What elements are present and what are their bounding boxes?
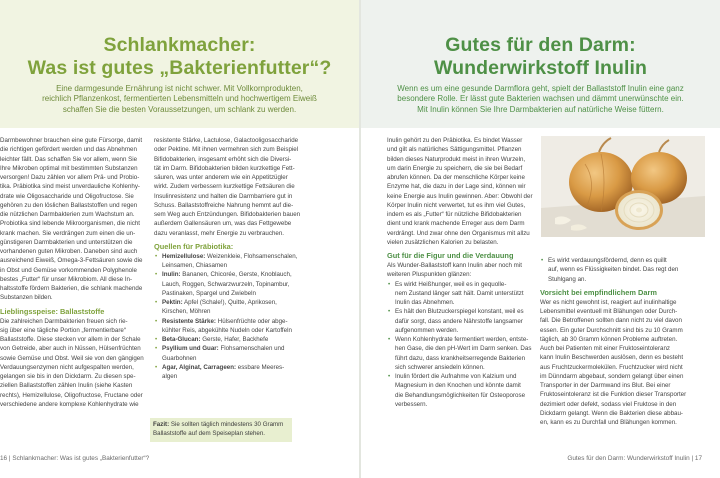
- bullet-continuation: algen: [162, 373, 178, 380]
- body-text-line: abrufen können. Da der menschliche Körper keine: [387, 174, 525, 181]
- body-text-line: drate wie Oligosaccharide und Oligofructose. Sie: [0, 192, 134, 200]
- body-text-line: dient und krank machende Erreger aus dem Darm: [387, 220, 525, 228]
- body-text-line: Lebensmittel eventuell mit Blähungen oder Durch-: [540, 308, 678, 315]
- bullet-item: • Inulin fördert die Aufnahme von Kalzium und: [387, 372, 537, 381]
- body-text-line: tät im Darm. Bifidobakterien bilden kurzkettige Fett-: [154, 164, 295, 172]
- body-text-line: Probiotika sind lebende Mikroorganismen, die nicht: [0, 220, 140, 228]
- body-text-line: säuren, was unter anderem wie ein Appetitzügler: [154, 174, 288, 181]
- body-text-line: verdrängt. Und zwar ohne den Organismus mit allzu: [387, 229, 530, 237]
- fazit-line: Ballaststoffe auf dem Speiseplan stehen.: [153, 430, 266, 438]
- body-text-line: resistente Stärke, Lactulose, Galactooligosaccharide: [154, 137, 299, 144]
- body-text-line: Körper Inulin nicht verwertet, tut es ihm viel Gutes,: [387, 201, 526, 209]
- bullet-continuation: verbessern.: [395, 400, 428, 408]
- bullet-continuation: hen Gase, die den pH-Wert im Darm senken. Das: [395, 345, 532, 353]
- right-intro-line: besondere Rolle. Er lässt gute Bakterien wachsen und dämmt unerwünschte ein.: [397, 94, 684, 104]
- body-text-line: rechts), Hemizellulose, Oligofructose, Fructane oder: [0, 391, 143, 399]
- body-text-line: tika. Präbiotika sind meist unverdauliche Kohlenhy-: [0, 183, 140, 191]
- body-text-line: kann Inulin Beschwerden auslösen, denn es besteht: [540, 354, 684, 362]
- body-text-line: gehören zu den löslichen Ballaststoffen und regen: [0, 201, 138, 209]
- body-text-line: en, kann es zu Durchfall und Blähungen kommen.: [540, 419, 677, 426]
- body-text-line: vielen zusätzlichen Kalorien zu belasten.: [387, 238, 499, 246]
- bullet-continuation: die Behandlungsmöglichkeiten für Osteoporose: [395, 391, 526, 399]
- bullet-continuation: kühlter Reis, abgekühlte Nudeln oder Kartoffeln: [162, 326, 292, 334]
- left-intro-line: schaffen Sie die besten Voraussetzungen, um schlank zu werden.: [62, 104, 297, 114]
- body-text-line: Darmbewohner brauchen eine gute Fürsorge, damit: [0, 137, 143, 144]
- body-text-line: indem es als „Futter“ für nützliche Bifidobakterien: [387, 211, 522, 218]
- right-column-1: [387, 136, 537, 409]
- body-text-line: versorgen! Dazu zählen vor allem Prä- und Probio-: [0, 174, 140, 181]
- bullet-item: • Beta-Glucan: Gerste, Hafer, Backhefe: [154, 335, 306, 344]
- body-text-line: in Obst und Gemüse vorkommenden Polyphenole: [0, 266, 137, 274]
- bullet-continuation: Kirschen, Möhren: [162, 308, 211, 316]
- body-text-line: Bifidobakterien, insgesamt erhöht sich die Diversi-: [154, 155, 292, 163]
- body-text-line: fall. Die Betroffenen sollten dann nicht zu viel davon: [540, 317, 682, 325]
- bullet-continuation: Inulin das Abnehmen.: [395, 299, 455, 306]
- right-intro: [361, 84, 720, 115]
- body-text-line: sowie Gemüse und Obst. Weil sie von den gängigen: [0, 354, 144, 362]
- left-intro-line: Eine darmgesunde Ernährung ist nicht schwer. Mit Vollkornprodukten,: [56, 84, 303, 93]
- left-intro: [0, 84, 359, 115]
- bullet-continuation: dafür sorgt, dass andere Nährstoffe langsamer: [395, 317, 523, 325]
- onion-image-icon: [541, 136, 705, 237]
- body-text-line: vorhandenen guten Mikroben. Daneben sind auch: [0, 248, 138, 255]
- body-text-line: keine Energie aus Inulin gewinnen. Aber: Obwohl der: [387, 192, 533, 200]
- body-text-line: Inulin gehört zu den Präbiotika. Es bindet Wasser: [387, 137, 523, 144]
- bullet-item: • Es wirkt Heißhunger, weil es in gequolle-: [387, 280, 537, 289]
- bullet-item: • Pektin: Apfel (Schale!), Quitte, Aprikosen,: [154, 298, 306, 307]
- body-text-line: ziellen Ballaststoffen zählen Inulin (siehe Kasten: [0, 382, 133, 390]
- body-text-line: Enzyme hat, die dazu in der Lage sind, können wir: [387, 183, 526, 191]
- body-text-line: gelangen sie bis in den Dickdarm. Zu diesen spe-: [0, 373, 136, 380]
- right-footer: Gutes für den Darm: Wunderwirkstoff Inulin | 17: [567, 455, 702, 462]
- section-heading: Vorsicht bei empfindlichem Darm: [540, 287, 657, 297]
- body-text-line: Ihre Mikroben optimal mit bestimmten Substanzen: [0, 164, 138, 172]
- body-text-line: Verdauungsenzymen nicht aufgespalten werden,: [0, 363, 134, 371]
- body-text-line: leichter fällt. Das schaffen Sie vor allem, wenn Sie: [0, 155, 138, 163]
- bullet-item: • Agar, Alginat, Carrageen: essbare Meeres-: [154, 363, 306, 372]
- bullet-item: • Es wirkt verdauungsfördernd, denn es quillt: [540, 256, 698, 265]
- left-title-line: Schlankmacher:: [103, 34, 256, 56]
- right-column-2: [540, 256, 698, 427]
- bullet-continuation: aufgenommen werden.: [395, 326, 459, 334]
- body-text-line: Transporter in der Darmwand ins Blut. Bei einer: [540, 382, 671, 389]
- body-text-line: essen. Ein guter Durchschnitt sind bis zu 10 Gramm: [540, 326, 683, 334]
- left-footer: 16 | Schlankmacher: Was ist gutes „Bakterienfutter“?: [0, 455, 150, 462]
- onion-photo: [541, 136, 705, 237]
- body-text-line: Dickdarm gelangt. Wenn die Bakterien diese abbau-: [540, 409, 683, 417]
- right-intro-line: Wenn es um eine gesunde Darmflora geht, spielt der Ballaststoff Inulin eine ganz: [397, 84, 684, 93]
- body-text-line: Schuss. Ballaststoffreiche Nahrung hemmt auf die-: [154, 201, 294, 209]
- bullet-item: • Resistente Stärke: Hülsenfrüchte oder abge-: [154, 317, 306, 326]
- right-title-line: Wunderwirkstoff Inulin: [433, 57, 648, 79]
- body-text-line: Die zahlreichen Darmbakterien freuen sich rie-: [0, 317, 128, 325]
- body-text-line: von Getreide, aber auch in Nüssen, Hülsenfrüchten: [0, 345, 141, 353]
- body-text-line: bestes „Futter“ für unser Mikrobiom. All diese In-: [0, 275, 133, 283]
- right-title-line: Gutes für den Darm:: [445, 34, 636, 56]
- body-text-line: im Dünndarm abgebaut, sondern gelangt über einen: [540, 372, 684, 380]
- bullet-item: • Inulin: Bananen, Chicorée, Gerste, Knoblauch,: [154, 270, 306, 279]
- body-text-line: sem Weg auch Entzündungen. Bifidobakterien bauen: [154, 211, 301, 218]
- body-text-line: sig über eine tägliche Portion „fermentierbare“: [0, 326, 126, 334]
- bullet-item: • Es hält den Blutzuckerspiegel konstant, weil es: [387, 307, 537, 316]
- left-intro-line: reichlich Pflanzenkost, fermentierten Lebensmitteln und hochwertigem Eiweiß: [42, 94, 317, 104]
- body-text-line: um darin Energie zu speichern, die sie bei Bedarf: [387, 164, 523, 172]
- body-text-line: Insulinresistenz und halten die Darmbarriere gut in: [154, 192, 293, 200]
- right-page-title: [361, 34, 720, 80]
- body-text-line: täglich, ab 30 Gramm können Probleme auftreten.: [540, 335, 678, 343]
- body-text-line: Substanzen bilden.: [0, 294, 53, 302]
- bullet-continuation: Leinsamen, Chiasamen: [162, 262, 228, 269]
- body-text-line: ausreichend Eiweiß, Omega-3-Fettsäuren sowie die: [0, 257, 143, 265]
- body-text-line: krank machen. Sie verdrängen zum einen die un-: [0, 229, 136, 237]
- body-text-line: günstigeren Darmbakterien und unterstützen die: [0, 238, 133, 246]
- bullet-continuation: Stuhlgang an.: [548, 275, 587, 283]
- bullet-item: • Psyllium und Guar: Flohsamenschalen und: [154, 344, 306, 353]
- body-text-line: wirkt. Zudem verbessern kurzkettige Fettsäuren die: [154, 183, 295, 191]
- section-heading: Gut für die Figur und die Verdauung: [387, 251, 514, 260]
- body-text-line: dazu veranlasst, mehr Energie zu verbrauchen.: [154, 229, 285, 237]
- left-column-2: [154, 136, 306, 381]
- body-text-line: Fruktoseintoleranz ist die Funktion dieser Transporter: [540, 391, 687, 399]
- body-text-line: haltsstoffe fördern Bakterien, die schlank machende: [0, 285, 143, 292]
- body-text-line: und gilt als natürliches Sättigungsmittel. Pflanzen: [387, 146, 522, 154]
- body-text-line: Wer es nicht gewohnt ist, reagiert auf inulinhaltige: [540, 298, 677, 306]
- body-text-line: oder Pektine. Mit ihnen vermehren sich zum Beispiel: [154, 146, 299, 154]
- body-text-line: aus Fruchtzuckermolekülen. Fruchtzucker wird nicht: [540, 363, 683, 371]
- bullet-continuation: Pastinaken, Spargel und Zwiebeln: [162, 289, 256, 297]
- fazit-box: [150, 418, 292, 442]
- bullet-continuation: Magnesium in den Knochen und könnte damit: [395, 382, 521, 390]
- left-column-1: [0, 136, 150, 409]
- bullet-continuation: sich schwerer ansiedeln können.: [395, 363, 485, 371]
- body-text-line: weiteren Pluspunkten glänzen:: [387, 271, 472, 279]
- left-page: [0, 0, 359, 478]
- body-text-line: bilden dieses Naturprodukt meist in ihren Wurzeln,: [387, 155, 526, 163]
- section-heading: Lieblingsspeise: Ballaststoffe: [0, 306, 105, 316]
- bullet-continuation: führt dazu, dass krankheitserregende Bakterien: [395, 354, 526, 362]
- body-text-line: dezimiert oder defekt, sodass viel Fruktose in den: [540, 400, 677, 408]
- body-text-line: außerdem Gallensäuren um, was das Fettgewebe: [154, 220, 292, 228]
- section-heading: Quellen für Präbiotika:: [154, 241, 234, 251]
- bullet-item: • Wenn Kohlenhydrate fermentiert werden, entste-: [387, 335, 537, 344]
- body-text-line: die richtigen gefördert werden und das Abnehmen: [0, 146, 137, 154]
- left-title-line: Was ist gutes „Bakterienfutter“?: [27, 57, 332, 79]
- bullet-continuation: Lauch, Roggen, Schwarzwurzeln, Topinambur,: [162, 280, 290, 288]
- body-text-line: Auch bei Patienten mit einer Fruktoseintoleranz: [540, 345, 671, 352]
- fazit-line: Fazit: Sie sollten täglich mindestens 30 Gramm: [153, 421, 284, 428]
- right-intro-line: Mit Inulin können Sie Ihre Darmbakterien auf natürliche Weise füttern.: [417, 104, 664, 114]
- bullet-continuation: Guarbohnen: [162, 354, 197, 362]
- body-text-line: Ballaststoffe. Diese stecken vor allem in der Schale: [0, 336, 141, 343]
- body-text-line: Als Wunder-Ballaststoff kann Inulin aber noch mit: [387, 262, 522, 269]
- left-page-title: [0, 34, 359, 80]
- bullet-continuation: auf, wenn es Flüssigkeiten bindet. Das regt den: [548, 266, 679, 274]
- body-text-line: die nützlichen Darmbakterien zum Wachstum an.: [0, 211, 135, 218]
- body-text-line: verschiedene andere komplexe Kohlenhydrate wie: [0, 400, 139, 408]
- bullet-item: • Hemizellulose: Weizenkleie, Flohsamenschalen,: [154, 252, 306, 261]
- right-page: [361, 0, 720, 478]
- bullet-continuation: nem Zustand länger satt hält. Damit unterstützt: [395, 289, 524, 297]
